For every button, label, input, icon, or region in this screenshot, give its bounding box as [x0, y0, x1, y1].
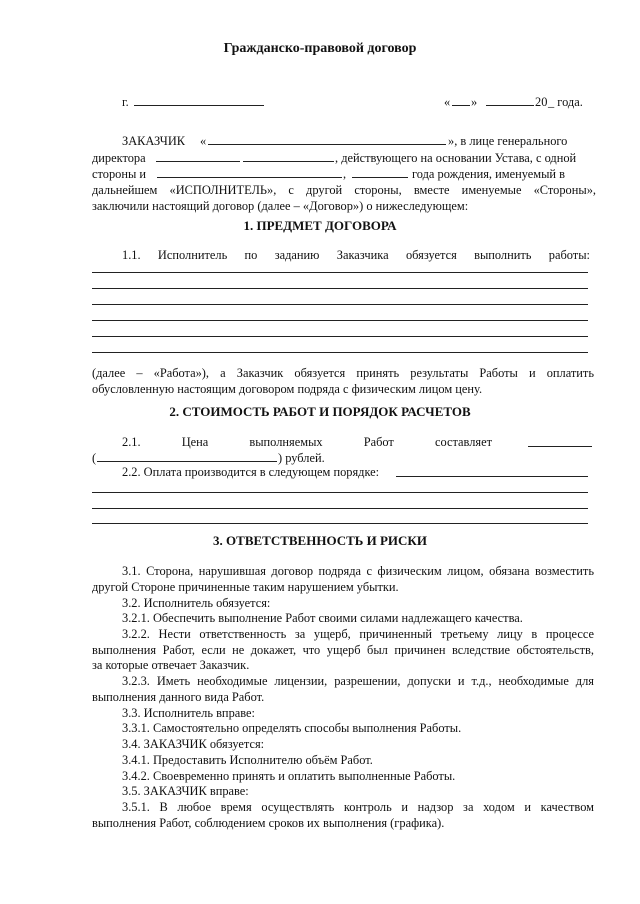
- year-prefix: 20: [535, 95, 548, 109]
- year-suffix: _ года.: [548, 95, 583, 109]
- director-blank-1: [156, 161, 240, 162]
- payment-order-blank-2: [92, 492, 588, 493]
- preamble-line2-head: директора: [92, 151, 146, 165]
- date-close-quote: »: [471, 95, 478, 109]
- clause-3-1-line1: 3.1. Сторона, нарушившая договор подряда с физическим лицом, обязана возместить: [122, 564, 594, 578]
- clause-3-5-1-line2: выполнения Работ, соблюдением сроков их выполнения (графика).: [92, 816, 445, 830]
- clause-3-5-1-line1: 3.5.1. В любое время осуществлять контроль и надзор за ходом и качеством: [122, 800, 594, 814]
- document-title: Гражданско-правовой договор: [223, 41, 417, 56]
- preamble-line3-mid: ,: [343, 167, 347, 181]
- clause-3-4: 3.4. ЗАКАЗЧИК обязуется:: [122, 737, 265, 751]
- preamble-line1-tail: », в лице генерального: [448, 134, 568, 148]
- clause-3-2: 3.2. Исполнитель обязуется:: [122, 596, 271, 610]
- date-open-quote: «: [444, 95, 451, 109]
- city-prefix: г.: [122, 95, 129, 109]
- clause-3-2-3-line2: выполнения данного вида Работ.: [92, 690, 265, 704]
- price-words-open: (: [92, 451, 97, 465]
- work-description-blank-2: [92, 288, 588, 289]
- payment-order-blank-4: [92, 523, 588, 524]
- contractor-name-blank: [157, 177, 342, 178]
- customer-label: ЗАКАЗЧИК: [122, 134, 186, 148]
- section1-tail-line2: обусловленную настоящим договором подряда с физическим лицом цену.: [92, 382, 483, 396]
- clause-3-3: 3.3. Исполнитель вправе:: [122, 706, 255, 720]
- birth-year-blank: [352, 177, 408, 178]
- clause-3-2-2-line3: за которые отвечает Заказчик.: [92, 658, 250, 672]
- section2-heading: 2. СТОИМОСТЬ РАБОТ И ПОРЯДОК РАСЧЕТОВ: [169, 404, 471, 419]
- price-words-blank: [97, 461, 277, 462]
- preamble-line5: заключили настоящий договор (далее – «Договор») о нижеследующем:: [92, 199, 469, 213]
- clause-3-4-1: 3.4.1. Предоставить Исполнителю объём Работ.: [122, 753, 373, 767]
- clause-3-2-1: 3.2.1. Обеспечить выполнение Работ своими силами надлежащего качества.: [122, 611, 523, 625]
- preamble-line3-tail: года рождения, именуемый в: [412, 167, 565, 181]
- month-blank: [486, 105, 534, 106]
- work-description-blank-4: [92, 320, 588, 321]
- clause-3-2-3-line1: 3.2.3. Иметь необходимые лицензии, разрешении, допуски и т.д., необходимые для: [122, 674, 594, 688]
- work-description-blank-6: [92, 352, 588, 353]
- price-blank: [528, 446, 592, 447]
- clause-2-1-head: 2.1. Цена выполняемых Работ составляет: [122, 435, 492, 449]
- customer-open-quote: «: [200, 134, 207, 148]
- director-blank-2: [243, 161, 334, 162]
- section3-heading: 3. ОТВЕТСТВЕННОСТЬ И РИСКИ: [213, 533, 427, 548]
- preamble-line4: дальнейшем «ИСПОЛНИТЕЛЬ», с другой стороны, вместе именуемые «Стороны»,: [92, 183, 596, 197]
- clause-3-1-line2: другой Стороне причиненные таким нарушением убытки.: [92, 580, 399, 594]
- clause-1-1: 1.1. Исполнитель по заданию Заказчика обязуется выполнить работы:: [122, 248, 590, 262]
- clause-3-3-1: 3.3.1. Самостоятельно определять способы выполнения Работы.: [122, 721, 462, 735]
- work-description-blank-5: [92, 336, 588, 337]
- work-description-blank-1: [92, 272, 588, 273]
- preamble-line2-tail: , действующего на основании Устава, с одной: [335, 151, 577, 165]
- clause-3-2-2-line1: 3.2.2. Нести ответственность за ущерб, причиненный третьему лицу в процессе: [122, 627, 594, 641]
- day-blank: [452, 105, 470, 106]
- section1-heading: 1. ПРЕДМЕТ ДОГОВОРА: [243, 218, 397, 233]
- section1-tail-line1: (далее – «Работа»), а Заказчик обязуется принять результаты Работы и оплатить: [92, 366, 594, 380]
- payment-order-blank-1: [396, 476, 588, 477]
- city-blank: [134, 105, 264, 106]
- work-description-blank-3: [92, 304, 588, 305]
- price-words-close: ) рублей.: [278, 451, 325, 465]
- clause-2-2: 2.2. Оплата производится в следующем порядке:: [122, 465, 380, 479]
- preamble-line3-head: стороны и: [92, 167, 147, 181]
- clause-3-2-2-line2: выполнения Работ, если не докажет, что ущерб был причинен вследствие обстоятельств,: [92, 643, 594, 657]
- clause-3-5: 3.5. ЗАКАЗЧИК вправе:: [122, 784, 249, 798]
- customer-name-blank: [208, 144, 446, 145]
- payment-order-blank-3: [92, 508, 588, 509]
- clause-3-4-2: 3.4.2. Своевременно принять и оплатить выполненные Работы.: [122, 769, 456, 783]
